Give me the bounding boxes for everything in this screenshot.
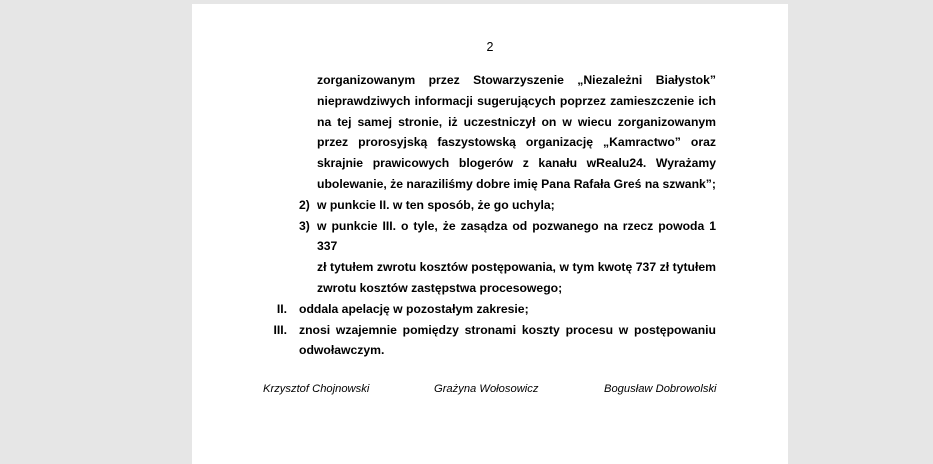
sub-item-2	[299, 195, 716, 216]
text-line: zł tytułem zwrotu kosztów postępowania, w tym kwotę 737 zł tytułem	[317, 260, 716, 275]
sub-item-3	[299, 216, 716, 299]
main-item-III	[273, 320, 716, 362]
list-marker: II.	[276, 301, 287, 316]
text-line: zorganizowanym przez Stowarzyszenie „Niezależni Białystok”	[317, 73, 716, 87]
page-number: 2	[486, 40, 494, 54]
main-item-II	[276, 299, 716, 320]
list-marker: III.	[273, 322, 287, 337]
text-line: odwoławczym.	[299, 343, 385, 358]
text-line: znosi wzajemnie pomiędzy stronami koszty procesu w postępowaniu	[299, 322, 716, 337]
list-marker: 2)	[299, 197, 310, 212]
text-line: zwrotu kosztów zastępstwa procesowego;	[317, 280, 563, 295]
text-line: w punkcie II. w ten sposób, że go uchyla;	[317, 197, 555, 212]
text-line: nieprawdziwych informacji sugerujących poprzez zamieszczenie ich	[317, 93, 716, 108]
signature-judge-1: Krzysztof Chojnowski	[263, 383, 370, 395]
document-page	[192, 4, 788, 464]
judgment-text	[192, 70, 788, 361]
text-line: na tej samej stronie, iż uczestniczył on w wiecu zorganizowanym	[317, 114, 716, 129]
text-line: skrajnie prawicowych blogerów z kanału wRealu24. Wyrażamy	[317, 156, 716, 171]
continuation-paragraph	[317, 70, 716, 195]
text-line: oddala apelację w pozostałym zakresie;	[299, 301, 529, 316]
text-line: przez prorosyjską faszystowską organizację „Kamractwo” oraz	[317, 135, 716, 150]
signature-judge-2: Grażyna Wołosowicz	[434, 383, 539, 395]
text-line: ubolewanie, że naraziliśmy dobre imię Pana Rafała Greś na szwank”;	[317, 176, 716, 191]
signature-judge-3: Bogusław Dobrowolski	[604, 383, 717, 395]
list-marker: 3)	[299, 218, 310, 233]
text-line: w punkcie III. o tyle, że zasądza od pozwanego na rzecz powoda 1 337	[317, 218, 716, 254]
